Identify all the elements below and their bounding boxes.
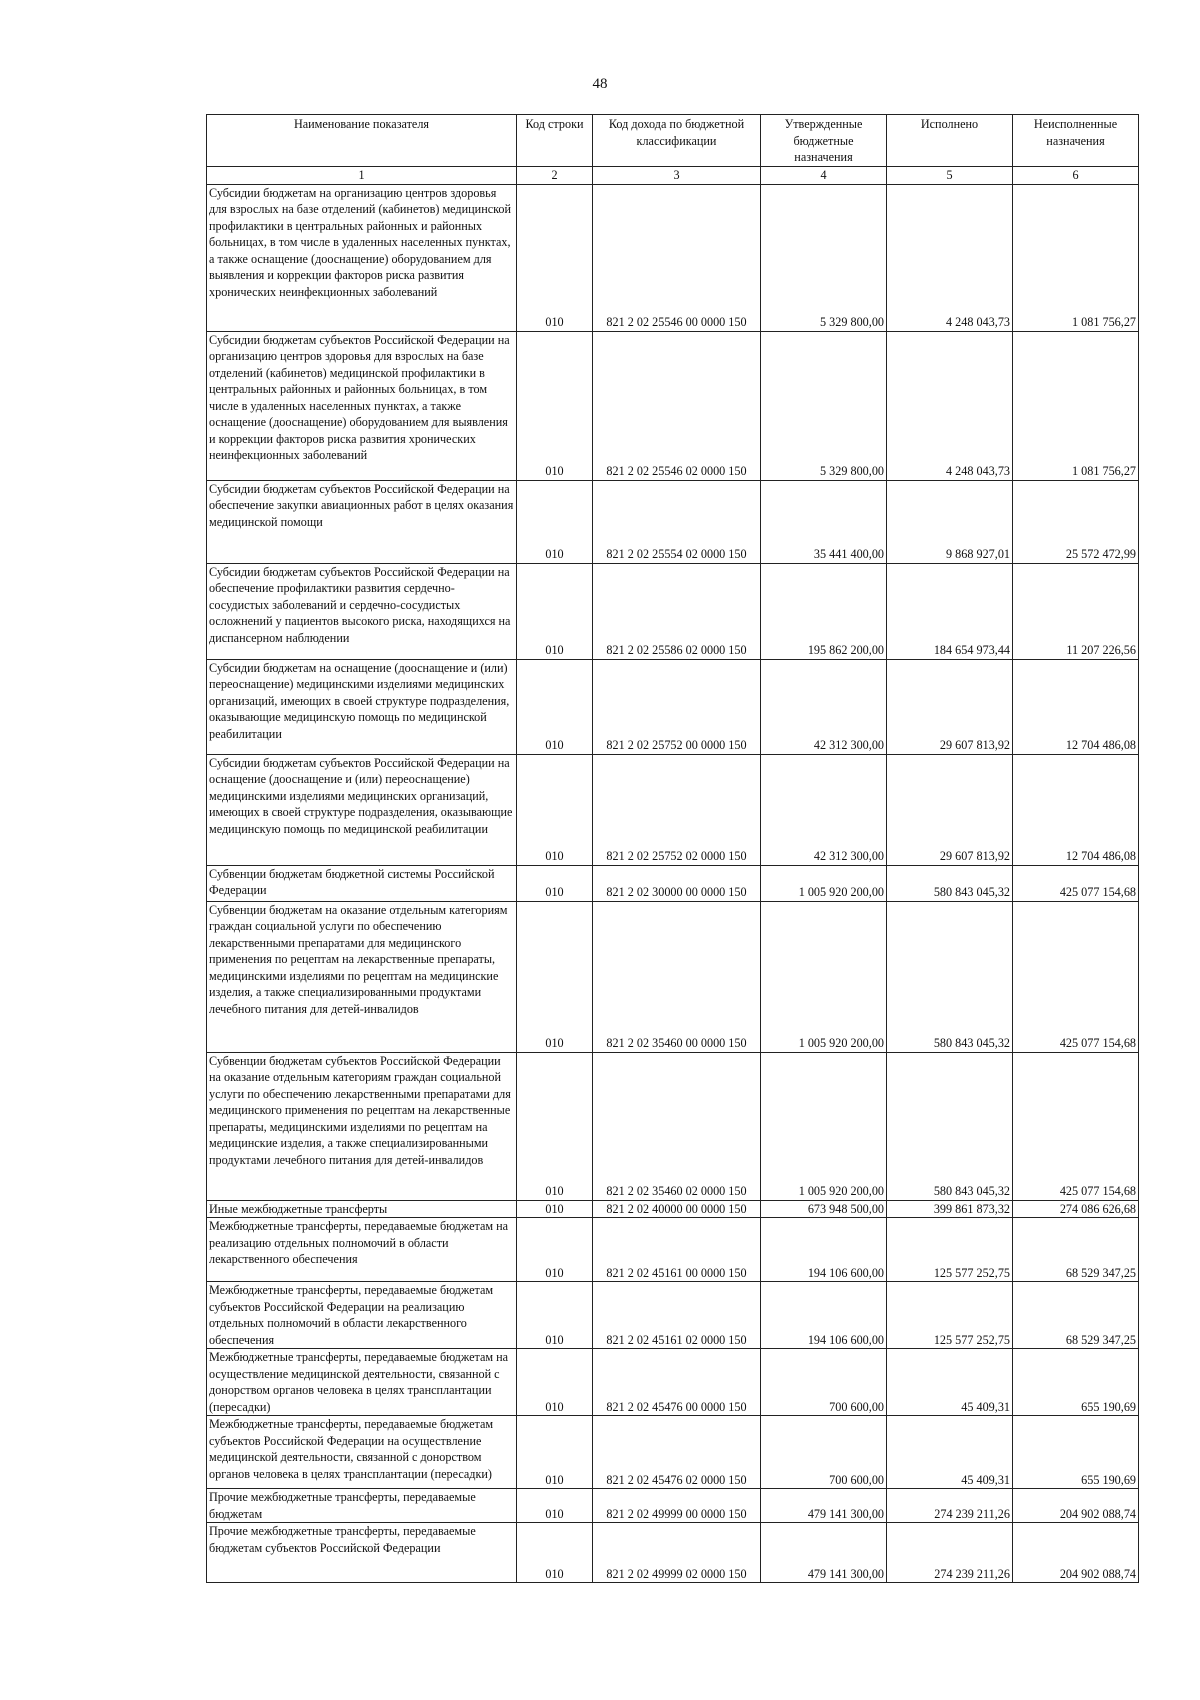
executed-cell: 184 654 973,44 bbox=[887, 563, 1013, 659]
indicator-name-cell: Субвенции бюджетам субъектов Российской Федерации на оказание отдельным категориям граждан социальной услуги по обеспечению лекарственными препаратами для медицинского применения по рецептам на лекарственные препараты, медицинскими изделиями по рецептам на медицинские изделия, а также специализированными продуктами лечебного питания для детей-инвалидов bbox=[207, 1052, 517, 1200]
page-number: 48 bbox=[592, 76, 608, 92]
indicator-name-cell: Межбюджетные трансферты, передаваемые бюджетам на осуществление медицинской деятельности, связанной с донорством органов человека в целях трансплантации (пересадки) bbox=[207, 1349, 517, 1416]
line-code-cell: 010 bbox=[517, 1349, 593, 1416]
income-code-cell: 821 2 02 49999 00 0000 150 bbox=[593, 1489, 761, 1523]
unexecuted-cell: 204 902 088,74 bbox=[1013, 1489, 1139, 1523]
income-code-cell: 821 2 02 30000 00 0000 150 bbox=[593, 865, 761, 901]
column-number: 5 bbox=[887, 166, 1013, 184]
unexecuted-cell: 425 077 154,68 bbox=[1013, 901, 1139, 1052]
table-row bbox=[207, 1349, 1139, 1416]
approved-cell: 1 005 920 200,00 bbox=[761, 901, 887, 1052]
table-row bbox=[207, 1200, 1139, 1218]
income-code-cell: 821 2 02 25752 00 0000 150 bbox=[593, 659, 761, 754]
approved-cell: 194 106 600,00 bbox=[761, 1282, 887, 1349]
table-row bbox=[207, 1052, 1139, 1200]
header-indicator-name: Наименование показателя bbox=[207, 115, 517, 167]
column-numbers-row bbox=[207, 166, 1139, 184]
income-code-cell: 821 2 02 45161 00 0000 150 bbox=[593, 1218, 761, 1282]
executed-cell: 4 248 043,73 bbox=[887, 331, 1013, 480]
line-code-cell: 010 bbox=[517, 480, 593, 563]
table-row bbox=[207, 754, 1139, 865]
approved-cell: 5 329 800,00 bbox=[761, 331, 887, 480]
indicator-name-cell: Субсидии бюджетам субъектов Российской Федерации на оснащение (дооснащение и (или) переоснащение) медицинскими изделиями медицинских организаций, имеющих в своей структуре подразделения, оказывающие медицинскую помощь по медицинской реабилитации bbox=[207, 754, 517, 865]
unexecuted-cell: 68 529 347,25 bbox=[1013, 1218, 1139, 1282]
executed-cell: 29 607 813,92 bbox=[887, 754, 1013, 865]
executed-cell: 45 409,31 bbox=[887, 1349, 1013, 1416]
unexecuted-cell: 425 077 154,68 bbox=[1013, 865, 1139, 901]
header-row bbox=[207, 115, 1139, 167]
line-code-cell: 010 bbox=[517, 1200, 593, 1218]
indicator-name-cell: Субвенции бюджетам на оказание отдельным категориям граждан социальной услуги по обеспечению лекарственными препаратами для медицинского применения по рецептам на лекарственные препараты, медицинскими изделиями по рецептам на медицинские изделия, а также специализированными продуктами лечебного питания для детей-инвалидов bbox=[207, 901, 517, 1052]
line-code-cell: 010 bbox=[517, 1282, 593, 1349]
approved-cell: 5 329 800,00 bbox=[761, 184, 887, 331]
unexecuted-cell: 25 572 472,99 bbox=[1013, 480, 1139, 563]
income-code-cell: 821 2 02 25752 02 0000 150 bbox=[593, 754, 761, 865]
executed-cell: 580 843 045,32 bbox=[887, 901, 1013, 1052]
table-row bbox=[207, 1282, 1139, 1349]
line-code-cell: 010 bbox=[517, 754, 593, 865]
approved-cell: 673 948 500,00 bbox=[761, 1200, 887, 1218]
unexecuted-cell: 68 529 347,25 bbox=[1013, 1282, 1139, 1349]
header-approved: Утвержденные бюджетные назначения bbox=[761, 115, 887, 167]
executed-cell: 580 843 045,32 bbox=[887, 865, 1013, 901]
indicator-name-cell: Прочие межбюджетные трансферты, передаваемые бюджетам субъектов Российской Федерации bbox=[207, 1523, 517, 1583]
table-row bbox=[207, 659, 1139, 754]
unexecuted-cell: 11 207 226,56 bbox=[1013, 563, 1139, 659]
table-row bbox=[207, 1416, 1139, 1489]
income-code-cell: 821 2 02 25554 02 0000 150 bbox=[593, 480, 761, 563]
line-code-cell: 010 bbox=[517, 563, 593, 659]
table-row bbox=[207, 901, 1139, 1052]
budget-execution-table bbox=[206, 114, 1139, 1583]
table-row bbox=[207, 563, 1139, 659]
indicator-name-cell: Субвенции бюджетам бюджетной системы Российской Федерации bbox=[207, 865, 517, 901]
approved-cell: 42 312 300,00 bbox=[761, 754, 887, 865]
indicator-name-cell: Иные межбюджетные трансферты bbox=[207, 1200, 517, 1218]
unexecuted-cell: 655 190,69 bbox=[1013, 1349, 1139, 1416]
executed-cell: 125 577 252,75 bbox=[887, 1218, 1013, 1282]
indicator-name-cell: Межбюджетные трансферты, передаваемые бюджетам субъектов Российской Федерации на реализацию отдельных полномочий в области лекарственного обеспечения bbox=[207, 1282, 517, 1349]
indicator-name-cell: Прочие межбюджетные трансферты, передаваемые бюджетам bbox=[207, 1489, 517, 1523]
column-number: 6 bbox=[1013, 166, 1139, 184]
executed-cell: 29 607 813,92 bbox=[887, 659, 1013, 754]
table-row bbox=[207, 865, 1139, 901]
column-number: 2 bbox=[517, 166, 593, 184]
line-code-cell: 010 bbox=[517, 659, 593, 754]
executed-cell: 274 239 211,26 bbox=[887, 1489, 1013, 1523]
income-code-cell: 821 2 02 40000 00 0000 150 bbox=[593, 1200, 761, 1218]
income-code-cell: 821 2 02 45476 00 0000 150 bbox=[593, 1349, 761, 1416]
approved-cell: 479 141 300,00 bbox=[761, 1489, 887, 1523]
income-code-cell: 821 2 02 25546 00 0000 150 bbox=[593, 184, 761, 331]
column-number: 3 bbox=[593, 166, 761, 184]
column-number: 1 bbox=[207, 166, 517, 184]
income-code-cell: 821 2 02 35460 00 0000 150 bbox=[593, 901, 761, 1052]
income-code-cell: 821 2 02 25546 02 0000 150 bbox=[593, 331, 761, 480]
line-code-cell: 010 bbox=[517, 1052, 593, 1200]
approved-cell: 195 862 200,00 bbox=[761, 563, 887, 659]
line-code-cell: 010 bbox=[517, 865, 593, 901]
income-code-cell: 821 2 02 25586 02 0000 150 bbox=[593, 563, 761, 659]
table-row bbox=[207, 1489, 1139, 1523]
unexecuted-cell: 204 902 088,74 bbox=[1013, 1523, 1139, 1583]
line-code-cell: 010 bbox=[517, 1416, 593, 1489]
income-code-cell: 821 2 02 49999 02 0000 150 bbox=[593, 1523, 761, 1583]
line-code-cell: 010 bbox=[517, 331, 593, 480]
approved-cell: 1 005 920 200,00 bbox=[761, 1052, 887, 1200]
column-number: 4 bbox=[761, 166, 887, 184]
executed-cell: 399 861 873,32 bbox=[887, 1200, 1013, 1218]
approved-cell: 194 106 600,00 bbox=[761, 1218, 887, 1282]
income-code-cell: 821 2 02 45161 02 0000 150 bbox=[593, 1282, 761, 1349]
line-code-cell: 010 bbox=[517, 1523, 593, 1583]
income-code-cell: 821 2 02 45476 02 0000 150 bbox=[593, 1416, 761, 1489]
executed-cell: 45 409,31 bbox=[887, 1416, 1013, 1489]
indicator-name-cell: Субсидии бюджетам на оснащение (дооснащение и (или) переоснащение) медицинскими изделиями медицинских организаций, имеющих в своей структуре подразделения, оказывающие медицинскую помощь по медицинской реабилитации bbox=[207, 659, 517, 754]
line-code-cell: 010 bbox=[517, 1489, 593, 1523]
unexecuted-cell: 1 081 756,27 bbox=[1013, 331, 1139, 480]
indicator-name-cell: Субсидии бюджетам субъектов Российской Федерации на обеспечение закупки авиационных работ в целях оказания медицинской помощи bbox=[207, 480, 517, 563]
table-row bbox=[207, 331, 1139, 480]
unexecuted-cell: 425 077 154,68 bbox=[1013, 1052, 1139, 1200]
header-income-code: Код дохода по бюджетной классификации bbox=[593, 115, 761, 167]
indicator-name-cell: Субсидии бюджетам на организацию центров здоровья для взрослых на базе отделений (кабинетов) медицинской профилактики в центральных районных и районных больницах, в том числе в удаленных населенных пунктах, а также оснащение (дооснащение) оборудованием для выявления и коррекции факторов риска развития хронических неинфекционных заболеваний bbox=[207, 184, 517, 331]
approved-cell: 700 600,00 bbox=[761, 1416, 887, 1489]
indicator-name-cell: Субсидии бюджетам субъектов Российской Федерации на организацию центров здоровья для взрослых на базе отделений (кабинетов) медицинской профилактики в центральных районных и районных больницах, в том числе в удаленных населенных пунктах, а также оснащение (дооснащение) оборудованием для выявления и коррекции факторов риска развития хронических неинфекционных заболеваний bbox=[207, 331, 517, 480]
unexecuted-cell: 12 704 486,08 bbox=[1013, 754, 1139, 865]
unexecuted-cell: 1 081 756,27 bbox=[1013, 184, 1139, 331]
executed-cell: 4 248 043,73 bbox=[887, 184, 1013, 331]
line-code-cell: 010 bbox=[517, 1218, 593, 1282]
income-code-cell: 821 2 02 35460 02 0000 150 bbox=[593, 1052, 761, 1200]
approved-cell: 1 005 920 200,00 bbox=[761, 865, 887, 901]
approved-cell: 700 600,00 bbox=[761, 1349, 887, 1416]
table-row bbox=[207, 184, 1139, 331]
line-code-cell: 010 bbox=[517, 184, 593, 331]
approved-cell: 42 312 300,00 bbox=[761, 659, 887, 754]
executed-cell: 9 868 927,01 bbox=[887, 480, 1013, 563]
unexecuted-cell: 274 086 626,68 bbox=[1013, 1200, 1139, 1218]
unexecuted-cell: 12 704 486,08 bbox=[1013, 659, 1139, 754]
executed-cell: 125 577 252,75 bbox=[887, 1282, 1013, 1349]
unexecuted-cell: 655 190,69 bbox=[1013, 1416, 1139, 1489]
table-row bbox=[207, 480, 1139, 563]
header-unexecuted: Неисполненные назначения bbox=[1013, 115, 1139, 167]
executed-cell: 274 239 211,26 bbox=[887, 1523, 1013, 1583]
table-row bbox=[207, 1218, 1139, 1282]
table-row bbox=[207, 1523, 1139, 1583]
line-code-cell: 010 bbox=[517, 901, 593, 1052]
approved-cell: 35 441 400,00 bbox=[761, 480, 887, 563]
executed-cell: 580 843 045,32 bbox=[887, 1052, 1013, 1200]
header-line-code: Код строки bbox=[517, 115, 593, 167]
indicator-name-cell: Субсидии бюджетам субъектов Российской Федерации на обеспечение профилактики развития сердечно-сосудистых заболеваний и сердечно-сосудистых осложнений у пациентов высокого риска, находящихся на диспансерном наблюдении bbox=[207, 563, 517, 659]
approved-cell: 479 141 300,00 bbox=[761, 1523, 887, 1583]
header-executed: Исполнено bbox=[887, 115, 1013, 167]
indicator-name-cell: Межбюджетные трансферты, передаваемые бюджетам на реализацию отдельных полномочий в области лекарственного обеспечения bbox=[207, 1218, 517, 1282]
indicator-name-cell: Межбюджетные трансферты, передаваемые бюджетам субъектов Российской Федерации на осуществление медицинской деятельности, связанной с донорством органов человека в целях трансплантации (пересадки) bbox=[207, 1416, 517, 1489]
